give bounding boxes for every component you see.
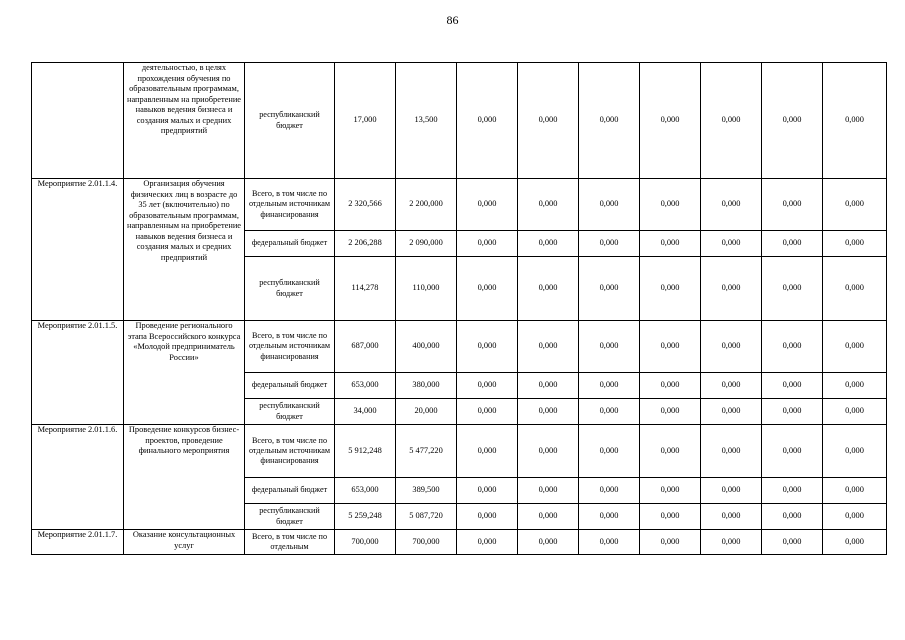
funding-source-cell: федеральный бюджет xyxy=(245,231,335,257)
value-cell: 0,000 xyxy=(518,478,579,504)
value-cell: 0,000 xyxy=(579,399,640,425)
budget-table xyxy=(31,62,887,555)
activity-code-cell: Мероприятие 2.01.1.6. xyxy=(32,425,124,530)
value-cell: 687,000 xyxy=(335,321,396,373)
funding-source-cell: республиканский бюджет xyxy=(245,257,335,321)
value-cell: 0,000 xyxy=(457,231,518,257)
value-cell: 0,000 xyxy=(701,231,762,257)
value-cell: 0,000 xyxy=(823,478,887,504)
value-cell: 0,000 xyxy=(640,399,701,425)
funding-source-cell: республиканский бюджет xyxy=(245,504,335,530)
value-cell: 2 090,000 xyxy=(396,231,457,257)
activity-name-cell: Организация обучения физических лиц в возрасте до 35 лет (включительно) по образовательным программам, направленным на приобретение навыков ведения бизнеса и создания малых и средних предприятий xyxy=(124,179,245,321)
funding-source-cell: республиканский бюджет xyxy=(245,63,335,179)
value-cell: 0,000 xyxy=(640,478,701,504)
value-cell: 0,000 xyxy=(579,179,640,231)
funding-source-cell: республиканский бюджет xyxy=(245,399,335,425)
value-cell: 0,000 xyxy=(701,373,762,399)
value-cell: 380,000 xyxy=(396,373,457,399)
value-cell: 34,000 xyxy=(335,399,396,425)
funding-source-cell: федеральный бюджет xyxy=(245,373,335,399)
value-cell: 0,000 xyxy=(518,399,579,425)
value-cell: 2 206,288 xyxy=(335,231,396,257)
activity-code-cell: Мероприятие 2.01.1.5. xyxy=(32,321,124,425)
value-cell: 0,000 xyxy=(457,321,518,373)
value-cell: 0,000 xyxy=(762,399,823,425)
value-cell: 0,000 xyxy=(701,179,762,231)
value-cell: 0,000 xyxy=(823,530,887,555)
value-cell: 700,000 xyxy=(335,530,396,555)
value-cell: 0,000 xyxy=(762,504,823,530)
value-cell: 0,000 xyxy=(823,63,887,179)
value-cell: 0,000 xyxy=(762,179,823,231)
value-cell: 0,000 xyxy=(579,373,640,399)
table-row xyxy=(32,530,887,555)
value-cell: 0,000 xyxy=(457,478,518,504)
value-cell: 0,000 xyxy=(457,425,518,478)
value-cell: 0,000 xyxy=(457,504,518,530)
value-cell: 0,000 xyxy=(640,63,701,179)
value-cell: 5 259,248 xyxy=(335,504,396,530)
value-cell: 0,000 xyxy=(579,425,640,478)
value-cell: 700,000 xyxy=(396,530,457,555)
value-cell: 0,000 xyxy=(823,425,887,478)
table-row xyxy=(32,425,887,478)
value-cell: 0,000 xyxy=(701,399,762,425)
value-cell: 0,000 xyxy=(457,257,518,321)
value-cell: 0,000 xyxy=(640,530,701,555)
value-cell: 0,000 xyxy=(823,373,887,399)
value-cell: 0,000 xyxy=(762,373,823,399)
activity-code-cell: Мероприятие 2.01.1.4. xyxy=(32,179,124,321)
value-cell: 13,500 xyxy=(396,63,457,179)
value-cell: 0,000 xyxy=(701,504,762,530)
value-cell: 0,000 xyxy=(457,179,518,231)
value-cell: 0,000 xyxy=(457,373,518,399)
table-row xyxy=(32,321,887,373)
value-cell: 0,000 xyxy=(640,257,701,321)
table-row xyxy=(32,179,887,231)
value-cell: 110,000 xyxy=(396,257,457,321)
value-cell: 0,000 xyxy=(518,257,579,321)
value-cell: 114,278 xyxy=(335,257,396,321)
value-cell: 0,000 xyxy=(762,63,823,179)
funding-source-cell: Всего, в том числе по отдельным xyxy=(245,530,335,555)
value-cell: 0,000 xyxy=(823,504,887,530)
value-cell: 0,000 xyxy=(701,321,762,373)
value-cell: 0,000 xyxy=(518,530,579,555)
value-cell: 0,000 xyxy=(823,321,887,373)
value-cell: 0,000 xyxy=(701,63,762,179)
value-cell: 0,000 xyxy=(701,478,762,504)
value-cell: 0,000 xyxy=(640,231,701,257)
table-body xyxy=(32,63,887,555)
funding-source-cell: Всего, в том числе по отдельным источникам финансирования xyxy=(245,425,335,478)
value-cell: 0,000 xyxy=(579,231,640,257)
value-cell: 0,000 xyxy=(579,257,640,321)
activity-name-cell: Проведение регионального этапа Всероссийского конкурса «Молодой предприниматель России» xyxy=(124,321,245,425)
value-cell: 0,000 xyxy=(762,321,823,373)
value-cell: 20,000 xyxy=(396,399,457,425)
value-cell: 0,000 xyxy=(823,399,887,425)
value-cell: 0,000 xyxy=(579,530,640,555)
value-cell: 0,000 xyxy=(823,257,887,321)
value-cell: 5 477,220 xyxy=(396,425,457,478)
value-cell: 0,000 xyxy=(518,425,579,478)
value-cell: 0,000 xyxy=(518,179,579,231)
table-row xyxy=(32,63,887,179)
value-cell: 0,000 xyxy=(823,179,887,231)
value-cell: 0,000 xyxy=(579,63,640,179)
value-cell: 0,000 xyxy=(518,373,579,399)
value-cell: 5 087,720 xyxy=(396,504,457,530)
value-cell: 653,000 xyxy=(335,373,396,399)
page-number: 86 xyxy=(446,13,459,27)
value-cell: 400,000 xyxy=(396,321,457,373)
value-cell: 0,000 xyxy=(701,530,762,555)
activity-name-cell: Оказание консультационных услуг xyxy=(124,530,245,555)
value-cell: 0,000 xyxy=(762,425,823,478)
value-cell: 17,000 xyxy=(335,63,396,179)
value-cell: 2 320,566 xyxy=(335,179,396,231)
value-cell: 653,000 xyxy=(335,478,396,504)
value-cell: 0,000 xyxy=(518,63,579,179)
activity-code-cell: Мероприятие 2.01.1.7. xyxy=(32,530,124,555)
value-cell: 389,500 xyxy=(396,478,457,504)
value-cell: 0,000 xyxy=(640,321,701,373)
value-cell: 0,000 xyxy=(701,257,762,321)
activity-code-cell xyxy=(32,63,124,179)
activity-name-cell: Проведение конкурсов бизнес-проектов, проведение финального мероприятия xyxy=(124,425,245,530)
value-cell: 0,000 xyxy=(701,425,762,478)
funding-source-cell: федеральный бюджет xyxy=(245,478,335,504)
value-cell: 0,000 xyxy=(579,504,640,530)
value-cell: 0,000 xyxy=(640,425,701,478)
value-cell: 0,000 xyxy=(518,231,579,257)
value-cell: 0,000 xyxy=(579,478,640,504)
activity-name-cell: деятельностью, в целях прохождения обучения по образовательным программам, направленным на приобретение навыков ведения бизнеса и создания малых и средних предприятий xyxy=(124,63,245,179)
value-cell: 0,000 xyxy=(762,478,823,504)
value-cell: 0,000 xyxy=(823,231,887,257)
value-cell: 0,000 xyxy=(762,257,823,321)
value-cell: 0,000 xyxy=(457,63,518,179)
value-cell: 0,000 xyxy=(640,504,701,530)
value-cell: 0,000 xyxy=(457,530,518,555)
funding-source-cell: Всего, в том числе по отдельным источникам финансирования xyxy=(245,321,335,373)
value-cell: 2 200,000 xyxy=(396,179,457,231)
value-cell: 0,000 xyxy=(640,179,701,231)
value-cell: 5 912,248 xyxy=(335,425,396,478)
value-cell: 0,000 xyxy=(640,373,701,399)
value-cell: 0,000 xyxy=(457,399,518,425)
value-cell: 0,000 xyxy=(579,321,640,373)
value-cell: 0,000 xyxy=(762,231,823,257)
value-cell: 0,000 xyxy=(762,530,823,555)
value-cell: 0,000 xyxy=(518,321,579,373)
funding-source-cell: Всего, в том числе по отдельным источникам финансирования xyxy=(245,179,335,231)
value-cell: 0,000 xyxy=(518,504,579,530)
